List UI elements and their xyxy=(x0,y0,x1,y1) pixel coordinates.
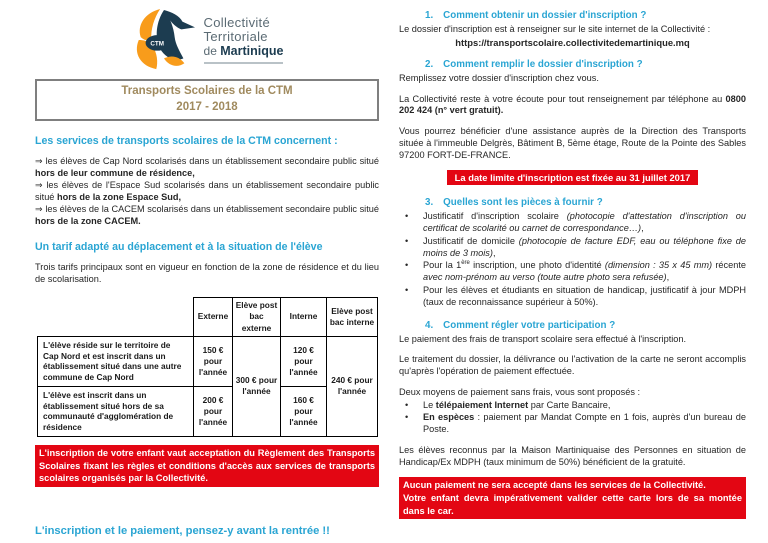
piece-item: • Justificatif de domicile (photocopie de facture EDF, eau ou téléphone fixe de moins de 3 mois), xyxy=(405,235,746,258)
q1-heading xyxy=(399,10,746,21)
row2-interne: 160 € pour l'année xyxy=(281,386,327,436)
q2-body3: Vous pourrez bénéficier d'une assistance auprès de la Direction des Transports située à l'immeuble Delgrès, Bâtiment B, 5ème étage, Route de la Pointe des Sables 97200 FORT-DE-FRANCE. xyxy=(399,126,746,160)
payment-alert xyxy=(399,477,746,519)
hummingbird-logo-icon xyxy=(131,8,197,72)
row1-interne: 120 € pour l'année xyxy=(281,336,327,386)
piece-item: • Pour la 1ère inscription, une photo d'identité (dimension : 35 x 45 mm) récente avec nom-prénom au verso (toute autre photo sera refusée), xyxy=(405,260,746,283)
payment-alert-line2: Votre enfant devra impérativement valider cette carte lors de sa montée dans le car. xyxy=(403,492,742,516)
logo-line-3: de Martinique xyxy=(203,43,284,58)
payment-item: • En espèces : paiement par Mandat Compte en 1 fois, auprès d'un bureau de Poste. xyxy=(405,412,746,435)
q1-title: Comment obtenir un dossier d'inscription ? xyxy=(443,10,647,21)
row1-label: L'élève réside sur le territoire de Cap Nord et est inscrit dans un établissement situé dans une autre commune de Cap Nord xyxy=(38,336,194,386)
q3-heading xyxy=(399,197,746,208)
deadline-container xyxy=(399,168,746,186)
col-header-postbac-externe: Elève post bac externe xyxy=(233,298,281,337)
logo-ctm-text: CTM xyxy=(149,40,164,48)
q2-title: Comment remplir le dossier d'inscription ? xyxy=(443,58,643,70)
q4-title: Comment régler votre participation ? xyxy=(443,319,616,331)
service-item: ⇒ les élèves de l'Espace Sud scolarisés dans un établissement secondaire public situé hors de la zone Espace Sud, xyxy=(35,180,379,202)
service-item: ⇒ les élèves de Cap Nord scolarisés dans un établissement secondaire public situé hors de leur commune de résidence, xyxy=(35,156,379,178)
q2-number: 2. xyxy=(425,58,434,70)
tarif-table xyxy=(37,297,378,437)
right-column xyxy=(399,10,746,539)
q4-number: 4. xyxy=(425,319,434,331)
row1-externe: 150 € pour l'année xyxy=(194,336,233,386)
empty-header-cell xyxy=(38,298,194,337)
q4-body1: Le paiement des frais de transport scolaire sera effectué à l'inscription. xyxy=(399,333,687,344)
table-row xyxy=(38,336,378,386)
tarif-intro: Trois tarifs principaux sont en vigueur en fonction de la zone de résidence et du lieu de scolarisation. xyxy=(35,262,379,284)
table-header-row xyxy=(38,298,378,337)
bullet-icon: • xyxy=(405,211,409,222)
bullet-icon: • xyxy=(405,399,409,410)
q2-heading xyxy=(399,59,746,70)
payment-item: • Le télépaiement Internet par Carte Bancaire, xyxy=(405,399,611,410)
inscription-url-link[interactable]: https://transportscolaire.collectivitedemartinique.mq xyxy=(455,36,690,48)
q3-title: Quelles sont les pièces à fournir ? xyxy=(443,197,603,209)
col-header-postbac-interne: Elève post bac interne xyxy=(327,298,378,337)
q2-body1: Remplissez votre dossier d'inscription chez vous. xyxy=(399,72,599,83)
bullet-icon: • xyxy=(405,260,409,271)
postbac-externe-cell: 300 € pour l'année xyxy=(233,336,281,436)
piece-item: • Pour les élèves et étudiants en situation de handicap, justificatif à jour MDPH (taux de reconnaissance supérieur à 50%). xyxy=(405,285,746,307)
q2-body2: La Collectivité reste à votre écoute pour tout renseignement par téléphone au 0800 202 424 (n° vert gratuit). xyxy=(399,93,746,116)
q4-body2: Le traitement du dossier, la délivrance ou l'activation de la carte ne seront accomplis qu'après l'opération de paiement effectuée. xyxy=(399,354,746,377)
reminder-heading: L'inscription et le paiement, pensez-y avant la rentrée !! xyxy=(35,525,330,537)
deadline-alert: La date limite d'inscription est fixée au 31 juillet 2017 xyxy=(447,170,699,185)
services-list xyxy=(35,156,379,227)
piece-item: • Justificatif d'inscription scolaire (photocopie d'attestation d'inscription ou certificat de scolarité ou carnet de correspondance…), xyxy=(405,211,746,234)
service-item: ⇒ les élèves de la CACEM scolarisés dans un établissement secondaire public situé hors de la zone CACEM. xyxy=(35,204,379,226)
bullet-icon: • xyxy=(405,235,409,246)
row2-externe: 200 € pour l'année xyxy=(194,386,233,436)
services-heading: Les services de transports scolaires de la CTM concernent : xyxy=(35,135,338,148)
logo-line-1: Collectivité xyxy=(203,15,271,31)
title-line-2: 2017 - 2018 xyxy=(176,100,238,113)
ctm-logo xyxy=(35,6,379,74)
bullet-icon: • xyxy=(405,285,409,296)
bullet-icon: • xyxy=(405,412,409,423)
payment-alert-line1: Aucun paiement ne sera accepté dans les services de la Collectivité. xyxy=(403,480,706,491)
reglement-alert: L'inscription de votre enfant vaut acceptation du Règlement des Transports Scolaires fixant les règles et conditions d'accès aux services de transports scolaires organisés par la Collectivité. xyxy=(35,445,379,487)
row2-label: L'élève est inscrit dans un établissement situé hors de sa communauté d'agglomération de résidence xyxy=(38,386,194,436)
q4-heading xyxy=(399,320,746,331)
q4-body3: Deux moyens de paiement sans frais, vous sont proposés : xyxy=(399,386,641,397)
q3-number: 3. xyxy=(425,197,434,209)
col-header-interne: Interne xyxy=(281,298,327,337)
tarif-heading: Un tarif adapté au déplacement et à la situation de l'élève xyxy=(35,241,323,254)
q4-body4: Les élèves reconnus par la Maison Martiniquaise des Personnes en situation de Handicap/Ex MDPH (taux minimum de 50%) bénéficient de la gratuité. xyxy=(399,444,746,467)
logo-line-2: Territoriale xyxy=(203,29,268,45)
q1-number: 1. xyxy=(425,10,434,21)
q1-body: Le dossier d'inscription est à renseigner sur le site internet de la Collectivité : xyxy=(399,24,711,34)
logo-wordmark xyxy=(204,16,284,63)
title-line-1: Transports Scolaires de la CTM xyxy=(121,85,293,97)
document-title xyxy=(35,79,379,121)
postbac-interne-cell: 240 € pour l'année xyxy=(327,336,378,436)
col-header-externe: Externe xyxy=(194,298,233,337)
left-column xyxy=(35,6,379,539)
